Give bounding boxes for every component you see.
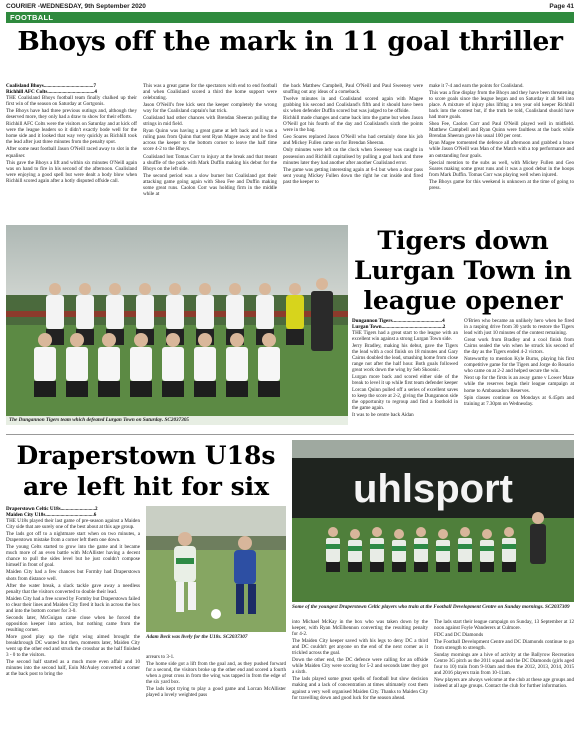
paragraph: Twelve minutes in and Coalisland scored again with Magee grabbing his second and Coalisland's fifth and it should have been six when defender Duffin scored but was judged to be offside.: [283, 96, 423, 115]
paragraph: This was a fine display from the Bhoys and they have been threatening to score goals since the league began and on Saturday it all fell into place. A mixture of injury plus lifting a ten year old keeper Richhill back into the contest but, if the truth be told, Coalisland should have had more goals.: [429, 90, 574, 121]
paragraph: The lads got off to a nightmare start when on two minutes, a Draperstown mistake from a corner left them one down.: [6, 531, 140, 544]
paragraph: Down the other end, the DC defence were calling for an offside while Maiden City were scoring for 5-2 and seconds later they got a sixth.: [292, 657, 428, 676]
article2-headline-line3: league opener: [363, 286, 563, 315]
paragraph: Coalisland had other chances with Brendan Sheeran pulling the strings in mid field.: [143, 115, 277, 128]
paragraph: The Football Development Centre and DC Diamonds continue to go from strength to strength.: [434, 639, 574, 652]
paragraph: Coalisland Bhoys.......................................7: [6, 83, 97, 89]
paragraph: Maiden City had a few chances but Formby had Draperstown shots from distance well.: [6, 569, 140, 582]
team-photo: [6, 225, 348, 425]
paragraph: More good play up the right wing aimed brought the breakthrough DC wanted but then, moments later, Maiden City went up the other end and struck the crossbar as the half finished 3 - 0 to the visitors.: [6, 633, 140, 659]
article2-headline-line1: Tigers down: [377, 226, 549, 255]
paragraph: The Bhoys have had three previous outings and, although they deserved more, they only had a draw to show for their efforts.: [6, 108, 137, 121]
article1-col2: [143, 83, 277, 219]
uhlsport-banner-text: uhlsport: [353, 467, 513, 511]
article1-col3: [283, 83, 423, 219]
paragraph: Maiden City U18s......................................6: [6, 512, 97, 519]
paragraph: Special mention to the subs as well, with Mickey Fullen and Geo Soares making some great runs and it was a good debut in the hoops from Mark Duffin. Tomas Corr was playing well when injured.: [429, 159, 574, 178]
paragraph: Lurgan Town................................................2: [352, 324, 446, 331]
paragraph: After some neat football Jason O'Neill raced away to slot in the equaliser.: [6, 146, 137, 159]
article2-col2: [464, 318, 574, 430]
page-header: [6, 3, 574, 12]
paragraph: Lurgan more back and scored either side of the break to level it up while first team defender keeper Lorcan Quinn pulled off a series of excellent saves to keep the score at 2-2, giving the Dungannon side the opportunity to regroup and find a foothold in the game again.: [352, 374, 458, 411]
article3-headline-line2: are left hit for six: [22, 472, 270, 501]
paragraph: Maiden City had a free scored by Formby but Draperstown failed to clear their lines and Maiden City fired it back in across the box and into the bottom corner for 3-0.: [6, 595, 140, 614]
paragraph: make it 7-4 and earn the points for Coalisland.: [429, 83, 524, 89]
paragraph: FDC and DC Diamonds: [434, 632, 484, 639]
page-number: Page 41: [549, 3, 574, 10]
paragraph: Next up for the firsts is an away game v Lower Maze while the reserves begin their league campaign at home to Ambassadors Reserves.: [464, 375, 574, 394]
paragraph: The young Celts started to grow into the game and it became much more of an even battle with McAllister having a decent chance to pull the sides level but he just couldn't compose himself in front of goal.: [6, 544, 140, 569]
paragraph: THE Tigers had a great start to the league with an excellent win against a strong Lurgan Town side.: [352, 330, 458, 343]
paragraph: Ryan Magee tormented the defence all afternoon and grabbed a brace while Jason O'Neill was Man of the Match with a top performance and an outstanding four goals.: [429, 140, 574, 159]
team-photo-image: [6, 225, 348, 425]
paragraph: Coalisland lost Tomas Corr to injury at the break and that meant a shuffle of the pack with Mark Duffin making his debut for the Bhoys on the left side.: [143, 153, 277, 172]
paragraph: The Maiden City keeper saved with his legs to deny DC a third and DC couldn't get anyone on the end of the next corner as it trickled across the goal.: [292, 638, 428, 657]
action-photo-caption: Adam Beck was lively for the U18s. SC2037307: [146, 634, 248, 640]
paragraph: Spin classes continue on Mondays at 6.45pm and training at 7.30pm on Wednesday.: [464, 394, 574, 407]
paragraph: Richhill AFC Colts were the visitors on Saturday and at kick off were the league leaders so it didn't exactly bode well for the home side and it looked that way very quickly as Richhill took the lead after just three minutes from the penalty spot.: [6, 121, 137, 146]
paragraph: The second half started as a much more even affair and 10 minutes into the second half, Eoin McAuley converted a corner at the back post to bring the: [6, 659, 140, 678]
youth-photo-caption: Some of the youngest Draperstown Celtic players who train at the Football Development Centre on Sunday mornings. SC2037309: [292, 604, 570, 610]
paragraph: Noteworthy to mention Kyle Burns, playing his first competitive game for the Tigers and Jorge do Rosario who came on at 2-2 and helped secure the win.: [464, 356, 574, 375]
paragraph: Ryan Quinn was having a great game at left back and it was a ruling pass from Quinn that sent Ryan Magee away and he fired across the keeper to the bottom corner to leave the half time score 4-2 to the Bhoys.: [143, 128, 277, 153]
article3-headline: [6, 440, 286, 502]
article3-col4: [434, 619, 574, 732]
paragraph: The home side got a lift from the goal and, as they pushed forward for a second, the visitors broke up the other end and scored a fourth when a great cross in from the wing was tapped in from the edge of the six yard box.: [146, 661, 286, 686]
divider: [6, 434, 574, 435]
paragraph: Sunday mornings are a hive of activity at the Ballyrow Recreation Centre 3G pitch as the 2011 squad and the DC Diamonds (girls aged four to 10) train from 9-10am and then the 2012, 2013, 2014, 2015 and 2016 players train from 10-11am.: [434, 652, 574, 677]
paragraph: Dungannon Tigers.......................................4: [352, 318, 445, 324]
paragraph: The lads kept trying to play a good game and Lorcan McAllister played a lovely weighted pass: [146, 686, 286, 699]
paragraph: New players are always welcome at the club at these age groups and indeed at all age groups. Contact the club for further information.: [434, 677, 574, 690]
paragraph: The lads played some great spells of football but slow decision making and a lack of concentration at times ultimately cost them against a very well organised Maiden City. Thanks to Maiden City for travelling down and good luck for the season ahead.: [292, 676, 428, 701]
paragraph: THE U18s played their last game of pre-season against a Maiden City side that are surely one of the best about at this age group.: [6, 518, 140, 531]
section-bar: [6, 12, 574, 23]
paragraph: The lads start their league campaign on Sunday, 13 September at 12 noon against Foyle Wanderers at Culmore.: [434, 619, 574, 632]
paragraph: Only minutes were left on the clock when Sweeney was caught in possession and Richhill capitalised by pulling a goal back and three minutes later they had another after another Coalisland error.: [283, 147, 423, 166]
paragraph: This gave the Bhoys a lift and within six minutes O'Neill again was on hand to fire in his second of the afternoon. Coalisland were enjoying a good spell but were dealt a body blow when Richhill scored again after a hotly disputed offside call.: [6, 159, 137, 184]
article2-col1: [352, 318, 458, 430]
article3-col1: [6, 506, 140, 732]
paragraph: the back Matthew Campbell, Paul O'Neill and Paul Sweeney were snuffing out any ideas of a comeback.: [283, 83, 423, 96]
paragraph: Jerry Bradley, making his debut, gave the Tigers the lead with a cool finish on 18 minutes and Gary Cairns doubled the lead, smashing home from close range not after the half hour. Both goals followed great work down the wing by Seb Skoonic.: [352, 343, 458, 374]
article3-headline-line1: Draperstown U18s: [16, 441, 276, 470]
article1-headline: Bhoys off the mark in 11 goal thriller: [17, 26, 563, 57]
paragraph: Great work from Bradley and a cool finish from Cairns sealed the win when he struck his second of the day as the Tigers ended 4-2 victors.: [464, 337, 574, 356]
article1-col4: [429, 83, 574, 219]
publication-date: COURIER -WEDNESDAY, 9th September 2020: [6, 3, 146, 10]
paragraph: Draperstown Celtic U18s...........................2: [6, 506, 98, 512]
youth-photo-image: [292, 440, 574, 602]
paragraph: It was to be centre back Aidan: [352, 411, 414, 418]
article2-headline-line2: Lurgan Town in: [354, 256, 572, 285]
paragraph: into Michael McKay in the box who was taken down by the keeper, with Ryan McElhennon converting the resulting penalty for 4-2.: [292, 619, 428, 638]
article1-col1: [6, 83, 137, 219]
paragraph: The game was getting interesting again at 6-4 but when a dour pass sent young Mickey Fullen down the right he cut inside and fired past the keeper to: [283, 166, 423, 185]
paragraph: arrears to 3-1.: [146, 654, 175, 660]
paragraph: This was a great game for the spectators with end to end football and when Coalisland scored a third the home support were celebrating.: [143, 83, 277, 102]
article2-headline: [352, 226, 574, 316]
paragraph: The second period was a slow burner but Coalisland got their attacking game going again with Shea Fee and Duffin making some great runs. Caolon Corr was holding firm in the middle while at: [143, 172, 277, 197]
paragraph: THE Coalisland Bhoys football team finally chalked up their first win of the season on Saturday at Gortgonis.: [6, 95, 137, 108]
paragraph: Jason O'Neill's free kick sent the keeper completely the wrong way for the Coalisland captain's hat trick.: [143, 102, 277, 115]
paragraph: Seconds later, McGuigan came close when he forced the opposition keeper into action, but nothing came from the resulting corner.: [6, 614, 140, 633]
paragraph: After the water break, a slack tackle gave away a needless penalty that the visitors converted to double their lead.: [6, 582, 140, 595]
article3-col3: [292, 619, 428, 732]
youth-photo: [292, 440, 574, 602]
article3-col2: [146, 654, 286, 732]
paragraph: Richhill AFC Colts.....................................4: [6, 89, 97, 96]
action-photo: [146, 506, 286, 632]
paragraph: Geo Soares replaced Jason O'Neill who had certainly done his job and Mickey Fullen came on for Brendan Sheeran.: [283, 134, 423, 147]
paragraph: Richhill made changes and came back into the game but when Jason O'Neill got his fourth of the day and Coalisland's sixth the points were in the bag.: [283, 115, 423, 134]
action-photo-image: [146, 506, 286, 632]
paragraph: Shea Fee, Caolon Corr and Paul O'Neill played well in midfield. Matthew Campbell and Ryan Quinn were faultless at the back while Brendan Sheeran gave his usual 100 per cent.: [429, 121, 574, 140]
paragraph: The Bhoys game for this weekend is unknown at the time of going to press.: [429, 178, 574, 191]
paragraph: O'Brien who became an unlikely hero when he fired in a rasping drive from 30 yards to restore the Tigers lead with just 10 minutes of the contest remaining.: [464, 318, 574, 337]
team-photo-caption: The Dungannon Tigers team which defeated Lurgan Town on Saturday. SC2037305: [9, 417, 190, 423]
section-label: FOOTBALL: [10, 13, 54, 22]
